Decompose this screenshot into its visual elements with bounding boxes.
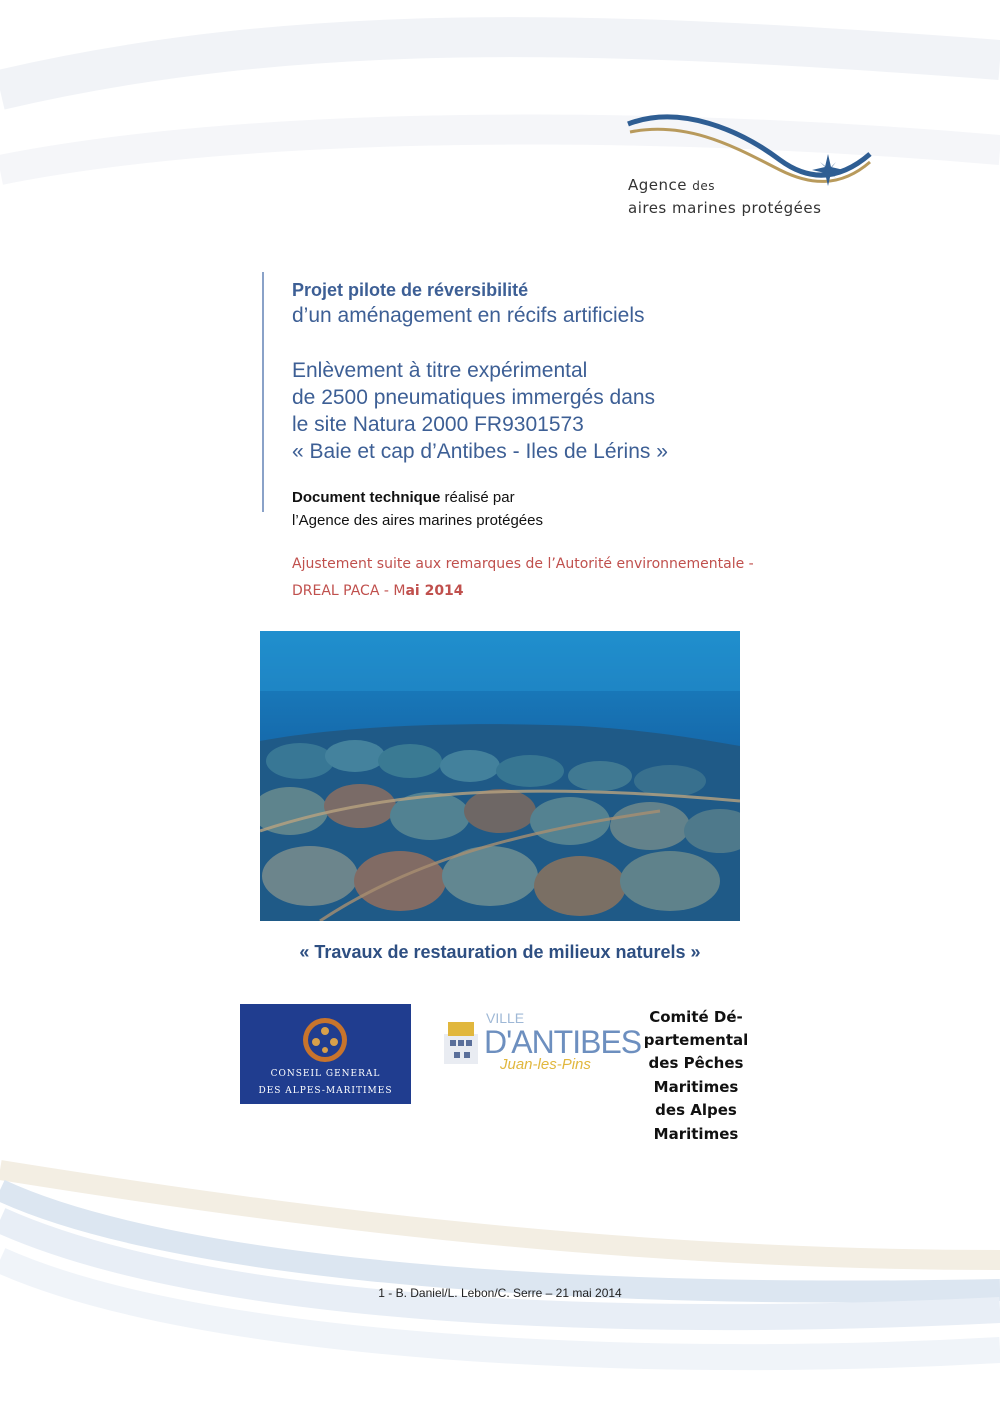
page-footer: 1 - B. Daniel/L. Lebon/C. Serre – 21 mai 2014 — [378, 1286, 622, 1300]
antibes-ville: VILLE — [486, 1010, 525, 1026]
adjustment-line-1: Ajustement suite aux remarques de l’Autorité environnementale - — [292, 556, 754, 572]
author-line-1: Document technique réalisé par — [292, 489, 515, 506]
background-watermark-bottom — [0, 1150, 1000, 1413]
agency-logo-line2: aires marines protégées — [628, 199, 822, 217]
conseil-general-text-1: CONSEIL GENERAL — [270, 1069, 381, 1079]
underwater-tires-photo — [260, 631, 740, 921]
agency-logo-line1: Agence des — [628, 176, 716, 194]
antibes-name: D'ANTIBES — [484, 1024, 642, 1060]
coat-of-arms-icon — [240, 1004, 411, 1068]
photo-caption: « Travaux de restauration de milieux naturels » — [299, 942, 701, 962]
author-line-2: l’Agence des aires marines protégées — [292, 512, 543, 529]
title-rule — [262, 272, 264, 512]
antibes-juan-les-pins: Juan-les-Pins — [500, 1056, 591, 1073]
title-line-1: Projet pilote de réversibilité — [292, 280, 529, 300]
subtitle-line: de 2500 pneumatiques immergés dans — [292, 386, 656, 409]
conseil-general-text-2: DES ALPES-MARITIMES — [258, 1086, 393, 1096]
comite-line: Comité Dé- — [649, 1008, 743, 1026]
subtitle-line: Enlèvement à titre expérimental — [292, 359, 588, 382]
title-line-2: d’un aménagement en récifs artificiels — [292, 304, 645, 327]
castle-icon — [444, 1022, 478, 1064]
subtitle-line: le site Natura 2000 FR9301573 — [292, 413, 584, 436]
subtitle-line: « Baie et cap d’Antibes - Iles de Lérins » — [292, 440, 668, 463]
comite-line: des Pêches — [648, 1054, 744, 1072]
adjustment-line-2: DREAL PACA - Mai 2014 — [292, 583, 464, 599]
comite-line: Maritimes — [653, 1078, 739, 1096]
comite-line: des Alpes — [655, 1101, 737, 1119]
comite-line: partemental — [643, 1031, 749, 1049]
comite-line: Maritimes — [653, 1125, 739, 1143]
